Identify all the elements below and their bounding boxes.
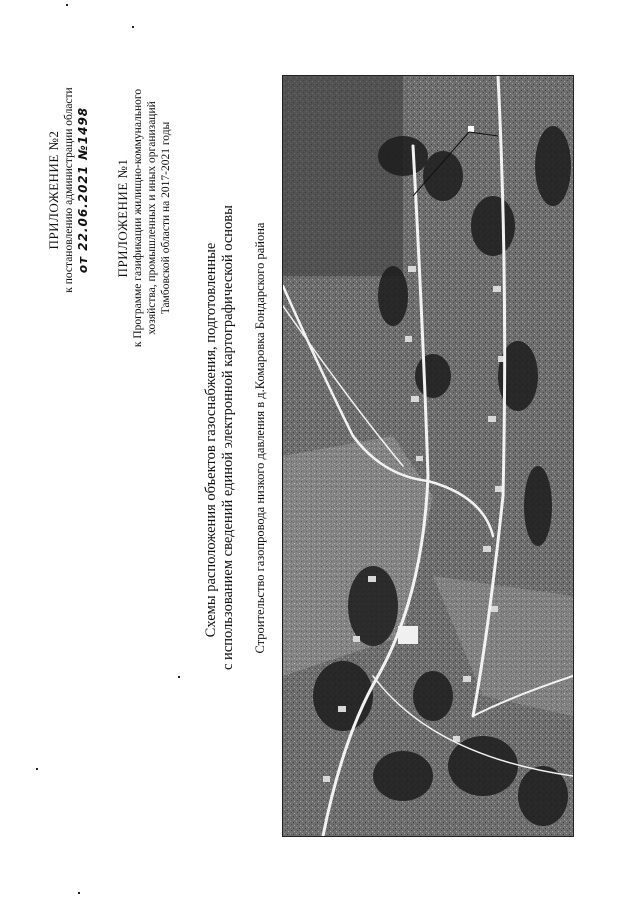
appendix1-title: ПРИЛОЖЕНИЕ №1 — [115, 158, 130, 278]
scan-speck — [36, 768, 38, 770]
appendix1-line2: хозяйства, промышленных и иных организаций — [146, 101, 158, 335]
scan-speck — [66, 4, 68, 6]
dark-field — [283, 76, 403, 276]
scan-speck — [78, 892, 80, 894]
map-image — [283, 76, 573, 836]
scan-speck — [178, 676, 180, 678]
appendix1-header — [115, 48, 173, 388]
scan-speck — [132, 26, 134, 28]
document-subtitle: Строительство газопровода низкого давления в д.Комаровка Бондарского района — [253, 222, 267, 654]
title-line-2: с использованием сведений единой электронной картографической основы — [220, 205, 236, 670]
appendix2-title: ПРИЛОЖЕНИЕ №2 — [46, 130, 61, 250]
satellite-map — [282, 75, 574, 837]
appendix1-line1: к Программе газификации жилищно-коммунального — [132, 88, 144, 348]
signature-date: от 22.06.2021 №1498 — [76, 106, 90, 274]
appendix2-reference: к постановлению администрации области — [63, 87, 75, 293]
title-line-1: Схемы расположения объектов газоснабжения, подготовленные — [203, 242, 219, 638]
appendix1-line3: Тамбовской области на 2017-2021 годы — [160, 121, 172, 315]
appendix2-header — [46, 80, 90, 300]
document-title — [203, 205, 237, 670]
